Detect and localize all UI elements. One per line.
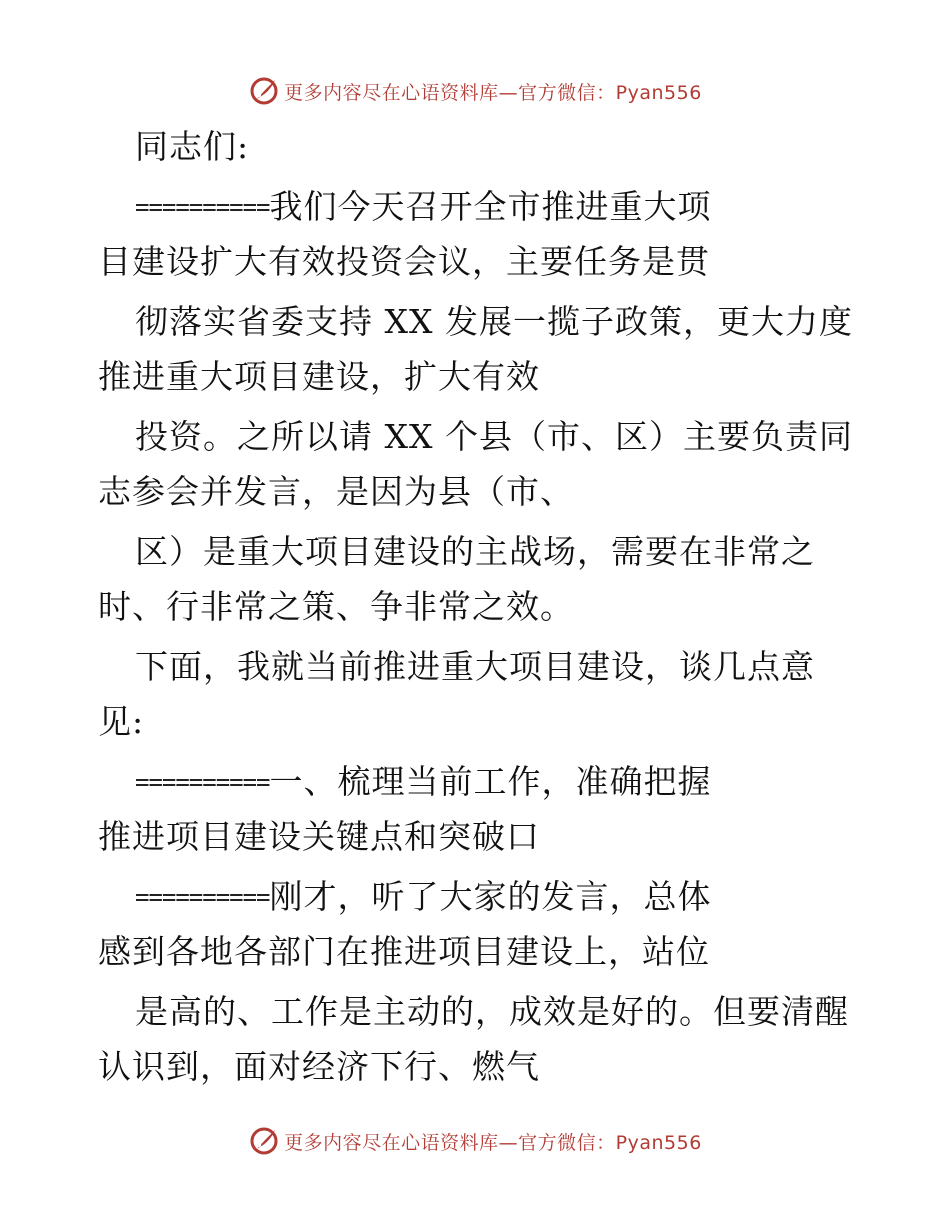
paragraph-line: 见: bbox=[98, 702, 145, 741]
paragraph-text: 刚才，听了大家的发言，总体 bbox=[269, 877, 712, 916]
paragraph-line: 目建设扩大有效投资会议，主要任务是贯 bbox=[98, 242, 710, 281]
paragraph-line: 时、行非常之策、争非常之效。 bbox=[98, 587, 574, 626]
paragraph-line bbox=[135, 187, 712, 227]
paragraph-line: 感到各地各部门在推进项目建设上，站位 bbox=[98, 932, 710, 971]
paragraph-line: 是高的、工作是主动的，成效是好的。但要清醒 bbox=[135, 992, 849, 1031]
salutation: 同志们: bbox=[135, 127, 250, 166]
paragraph-text: 我们今天召开全市推进重大项 bbox=[269, 187, 712, 226]
heading-text: 一、梳理当前工作，准确把握 bbox=[269, 762, 712, 801]
section-heading-continued: 推进项目建设关键点和突破口 bbox=[98, 817, 540, 856]
paragraph-line: 志参会并发言，是因为县（市、 bbox=[98, 472, 574, 511]
feather-seal-icon bbox=[248, 1125, 280, 1157]
separator-marks: ========== bbox=[135, 768, 270, 796]
paragraph-line: 彻落实省委支持 XX 发展一揽子政策，更大力度 bbox=[135, 302, 853, 341]
paragraph-line: 下面，我就当前推进重大项目建设，谈几点意 bbox=[135, 647, 815, 686]
separator-marks: ========== bbox=[135, 193, 270, 221]
separator-marks: ========== bbox=[135, 883, 270, 911]
header-banner-text: 更多内容尽在心语资料库—官方微信：Pyan556 bbox=[284, 81, 702, 104]
paragraph-line: 推进重大项目建设，扩大有效 bbox=[98, 357, 540, 396]
paragraph-line: 投资。之所以请 XX 个县（市、区）主要负责同 bbox=[135, 417, 853, 456]
footer-banner bbox=[0, 1121, 950, 1161]
paragraph-line: 区）是重大项目建设的主战场，需要在非常之 bbox=[135, 532, 815, 571]
paragraph-line: 认识到，面对经济下行、燃气 bbox=[98, 1047, 540, 1086]
section-heading bbox=[135, 762, 712, 802]
footer-banner-text: 更多内容尽在心语资料库—官方微信：Pyan556 bbox=[284, 1131, 702, 1154]
paragraph-line bbox=[135, 877, 712, 917]
feather-seal-icon bbox=[248, 75, 280, 107]
header-banner bbox=[0, 71, 950, 111]
